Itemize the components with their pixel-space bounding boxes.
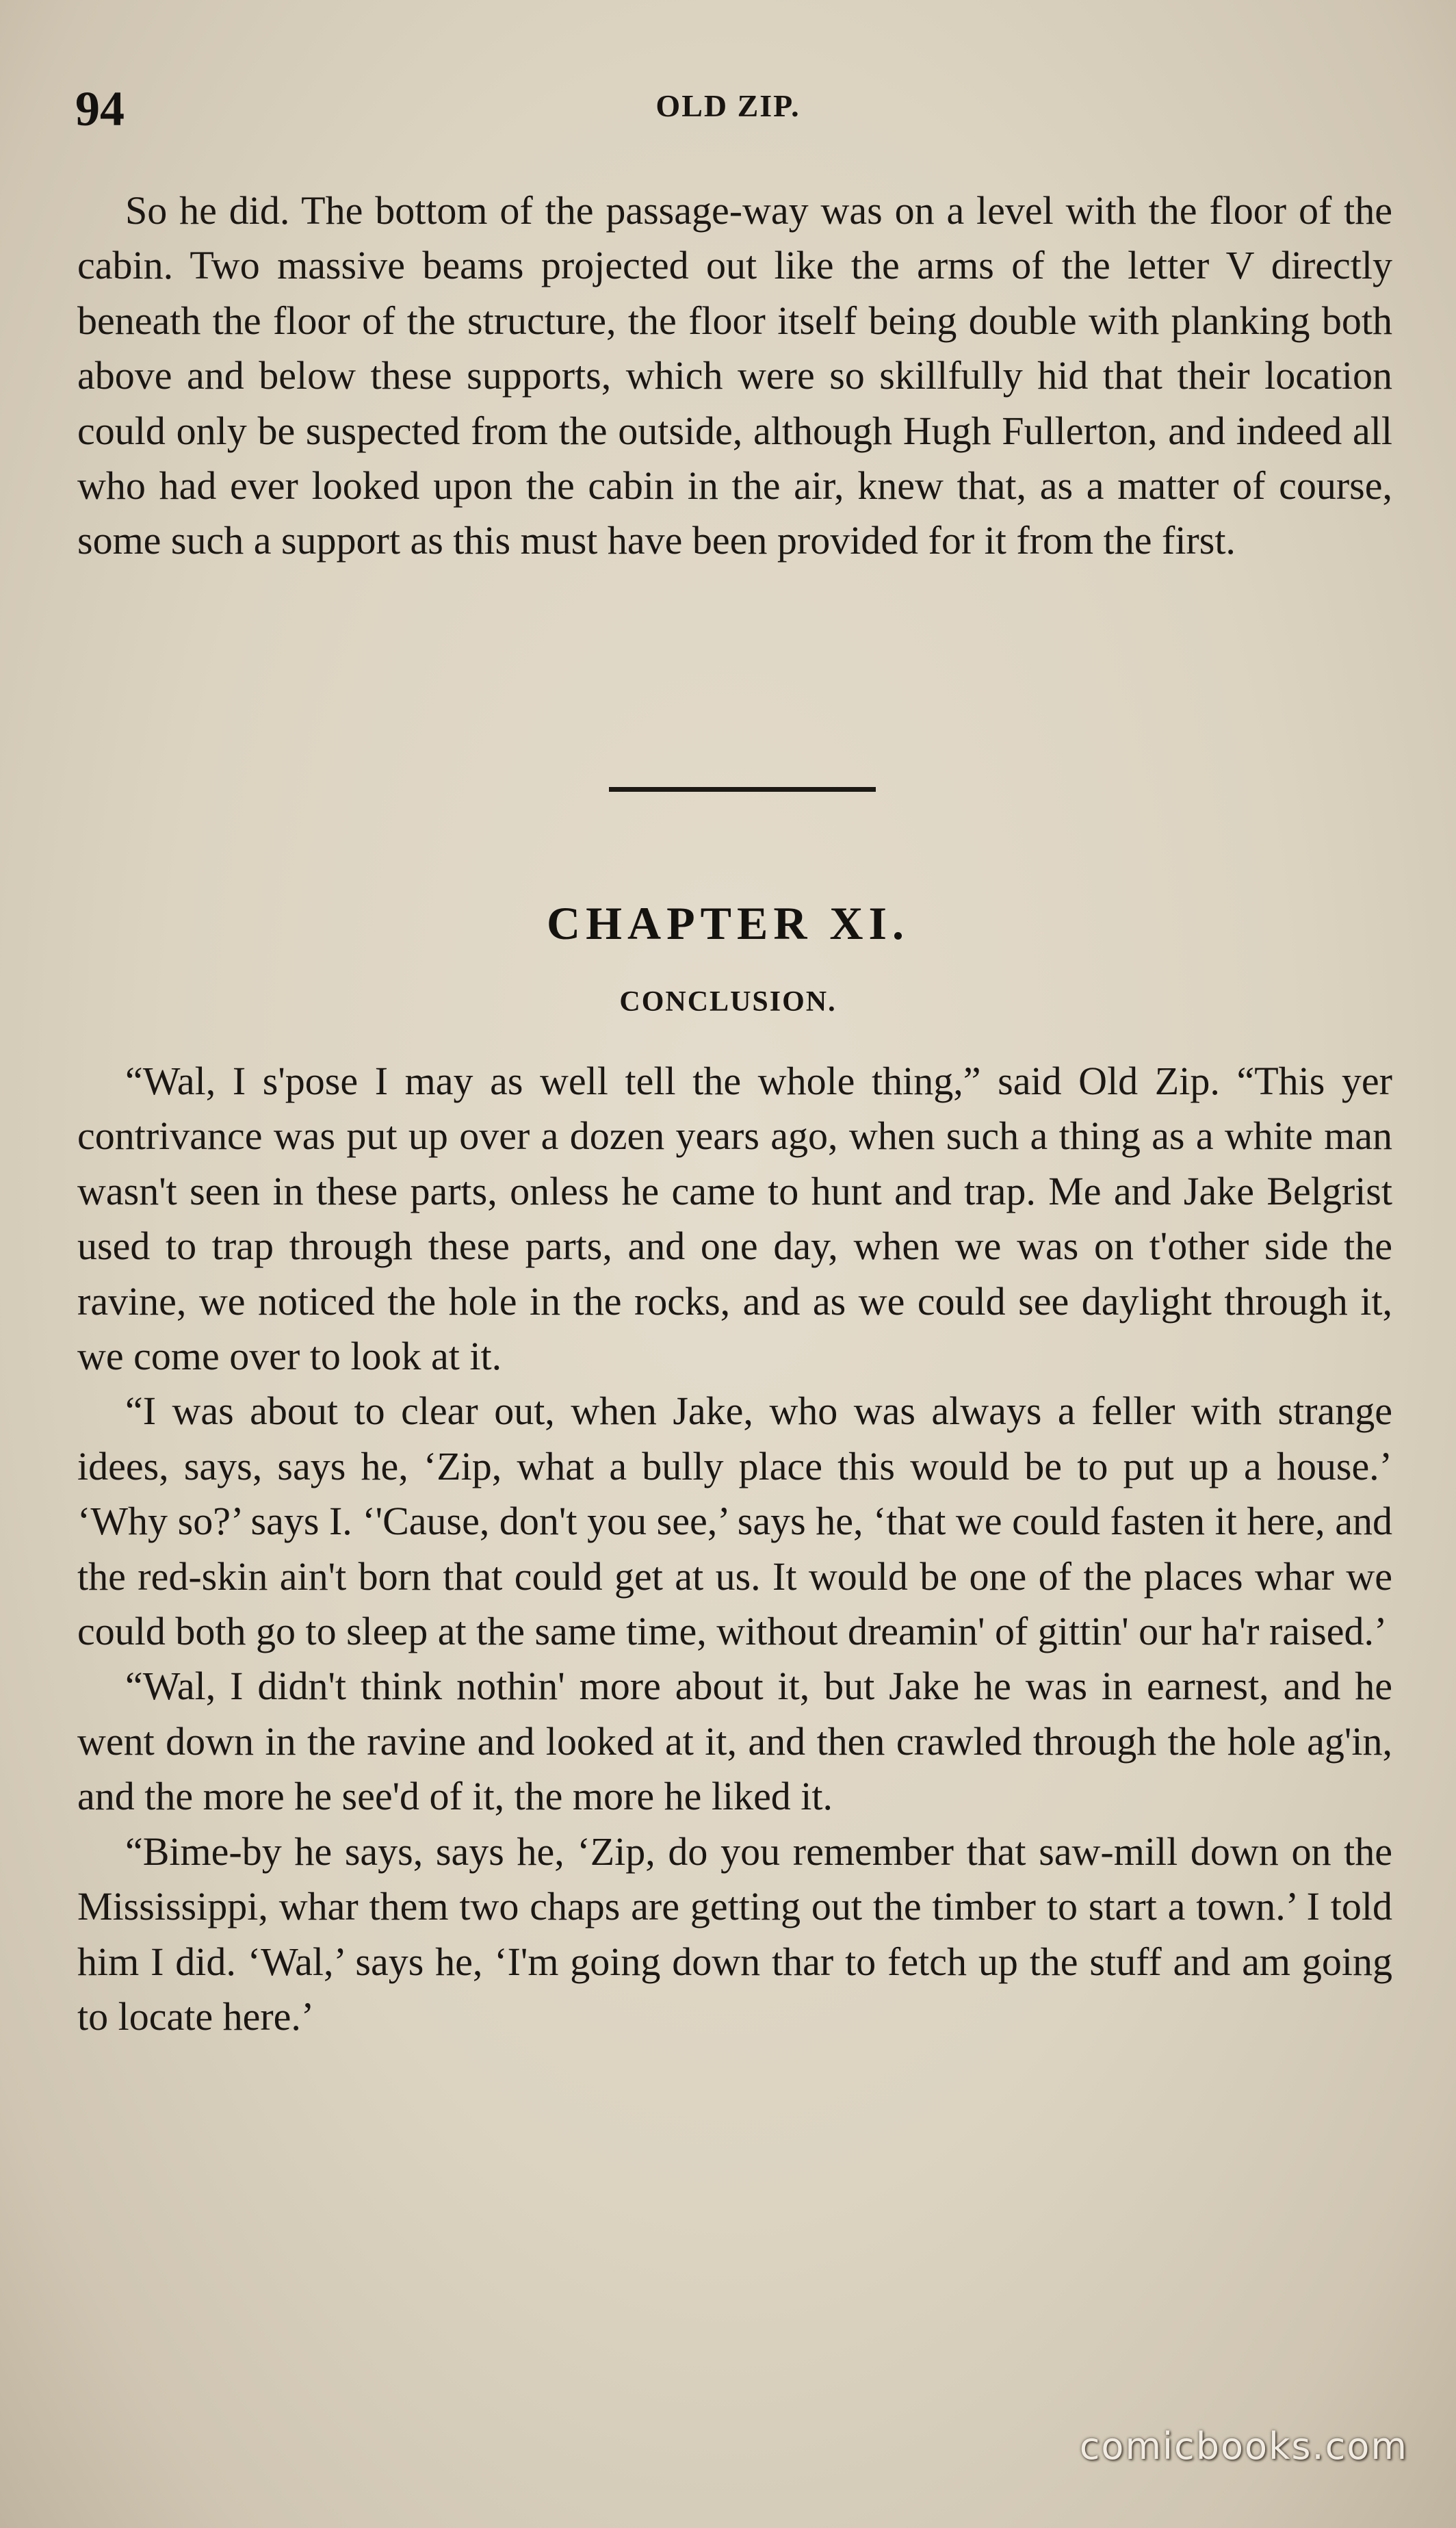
paragraph: “Wal, I s'pose I may as well tell the whole thing,” said Old Zip. “This yer contrivance was put up over a dozen years ago, when such a thing as a white man wasn't seen in these parts, onless he came to hunt and trap. Me and Jake Belgrist used to trap through these parts, and one day, when we was on t'other side the ravine, we noticed the hole in the rocks, and as we could see daylight through it, we come over to look at it.	[77, 1059, 1392, 1379]
chapter-title: CHAPTER XI.	[546, 897, 910, 949]
running-head	[75, 81, 1381, 136]
paragraph: So he did. The bottom of the passage-way was on a level with the floor of the cabin. Two massive beams projected out like the arms of the letter V directly beneath the floor of the structure, the floor itself being double with planking both above and below these supports, which were so skillfully hid that their location could only be suspected from the outside, although Hugh Fullerton, and indeed all who had ever looked upon the cabin in the air, knew that, as a matter of course, some such a support as this must have been provided for it from the first.	[77, 188, 1392, 563]
chapter-subtitle: CONCLUSION.	[619, 986, 837, 1018]
paragraph: “I was about to clear out, when Jake, who was always a feller with strange idees, says, says he, ‘Zip, what a bully place this would be to put up a house.’ ‘Why so?’ says I. ‘'Cause, don't you see,’ says he, ‘that we could fasten it here, and the red-skin ain't born that could get at us. It would be one of the places whar we could both go to sleep at the same time, without dreamin' of gittin' our ha'r raised.’	[77, 1389, 1392, 1654]
watermark: comicbooks.com	[1079, 2425, 1408, 2468]
paragraph: “Bime-by he says, says he, ‘Zip, do you remember that saw-mill down on the Mississippi, whar them two chaps are getting out the timber to start a town.’ I told him I did. ‘Wal,’ says he, ‘I'm going down thar to fetch up the stuff and am going to locate here.’	[77, 1829, 1392, 2039]
running-title: OLD ZIP.	[655, 88, 801, 123]
section-divider	[609, 787, 876, 792]
text-block-top	[77, 183, 1392, 569]
paragraph: “Wal, I didn't think nothin' more about it, but Jake he was in earnest, and he went down in the ravine and looked at it, and then crawled through the hole ag'in, and the more he see'd of it, the more he liked it.	[77, 1664, 1392, 1819]
text-block-bottom	[77, 1054, 1392, 2044]
page-number: 94	[75, 81, 125, 136]
